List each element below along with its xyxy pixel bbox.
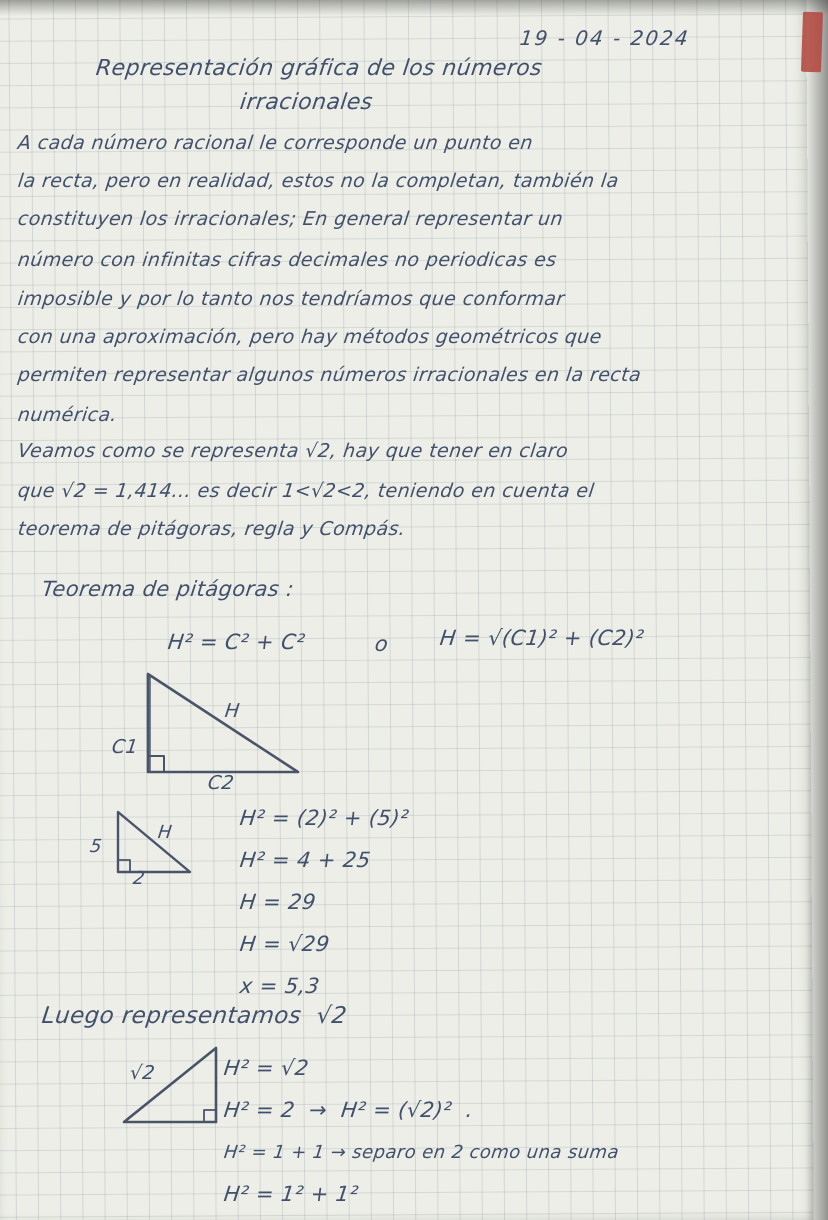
triangle-1-hypotenuse-label: H	[223, 700, 242, 722]
computation2-line-1: H² = √2	[222, 1056, 311, 1080]
paragraph-line-3: constituyen los irracionales; En general representar un	[16, 208, 565, 230]
triangle-2-hypotenuse-label: H	[156, 822, 174, 843]
triangle-2-vertical-leg-label: 5	[88, 836, 104, 857]
section2-heading: Luego representamos √2	[40, 1003, 349, 1029]
computation2-line-3: H² = 1 + 1 → separo en 2 como una suma	[222, 1142, 621, 1163]
paragraph-line-6: con una aproximación, pero hay métodos geométricos que	[16, 326, 604, 348]
triangle-3-figure	[110, 1042, 240, 1137]
paragraph2-line-3: teorema de pitágoras, regla y Compás.	[16, 518, 407, 540]
paragraph-line-8: numérica.	[16, 404, 119, 426]
page-top-shadow	[0, 0, 828, 16]
computation-line-2: H² = 4 + 25	[238, 848, 373, 872]
theorem-formula-or: o	[373, 632, 390, 656]
computation-line-5: x = 5,3	[238, 974, 322, 998]
triangle-2-horizontal-leg-label: 2	[131, 868, 147, 889]
theorem-heading: Teorema de pitágoras :	[40, 577, 296, 601]
computation2-line-4: H² = 1² + 1²	[222, 1182, 360, 1206]
triangle-1-vertical-leg-label: C1	[110, 736, 140, 758]
page-title-line-2: irracionales	[238, 90, 375, 115]
red-tab-marker	[801, 12, 823, 73]
triangle-1-horizontal-leg-label: C2	[206, 772, 236, 794]
theorem-formula-left: H² = C² + C²	[166, 630, 307, 654]
paragraph2-line-1: Veamos como se representa √2, hay que tener en claro	[16, 440, 570, 462]
computation2-line-2: H² = 2 → H² = (√2)² .	[222, 1098, 475, 1122]
triangle-3-hypotenuse-label: √2	[128, 1062, 157, 1084]
paragraph-line-7: permiten representar algunos números irracionales en la recta	[16, 364, 643, 386]
date-text: 19 - 04 - 2024	[518, 26, 692, 50]
paragraph-line-1: A cada número racional le corresponde un punto en	[16, 132, 535, 154]
theorem-formula-right: H = √(C1)² + (C2)²	[438, 626, 646, 650]
triangle-1-figure	[110, 668, 330, 788]
computation-line-3: H = 29	[238, 890, 318, 914]
paragraph-line-5: imposible y por lo tanto nos tendríamos que conformar	[16, 288, 566, 310]
paragraph-line-4: número con infinitas cifras decimales no periodicas es	[16, 249, 558, 271]
triangle-2-figure	[88, 806, 228, 896]
page-title-line-1: Representación gráfica de los números	[94, 56, 544, 81]
computation-line-1: H² = (2)² + (5)²	[238, 806, 411, 830]
paragraph2-line-2: que √2 = 1,414... es decir 1<√2<2, teniendo en cuenta el	[16, 480, 596, 502]
computation-line-4: H = √29	[238, 932, 332, 956]
paragraph-line-2: la recta, pero en realidad, estos no la completan, también la	[16, 170, 621, 192]
page-right-shadow	[806, 0, 828, 1220]
